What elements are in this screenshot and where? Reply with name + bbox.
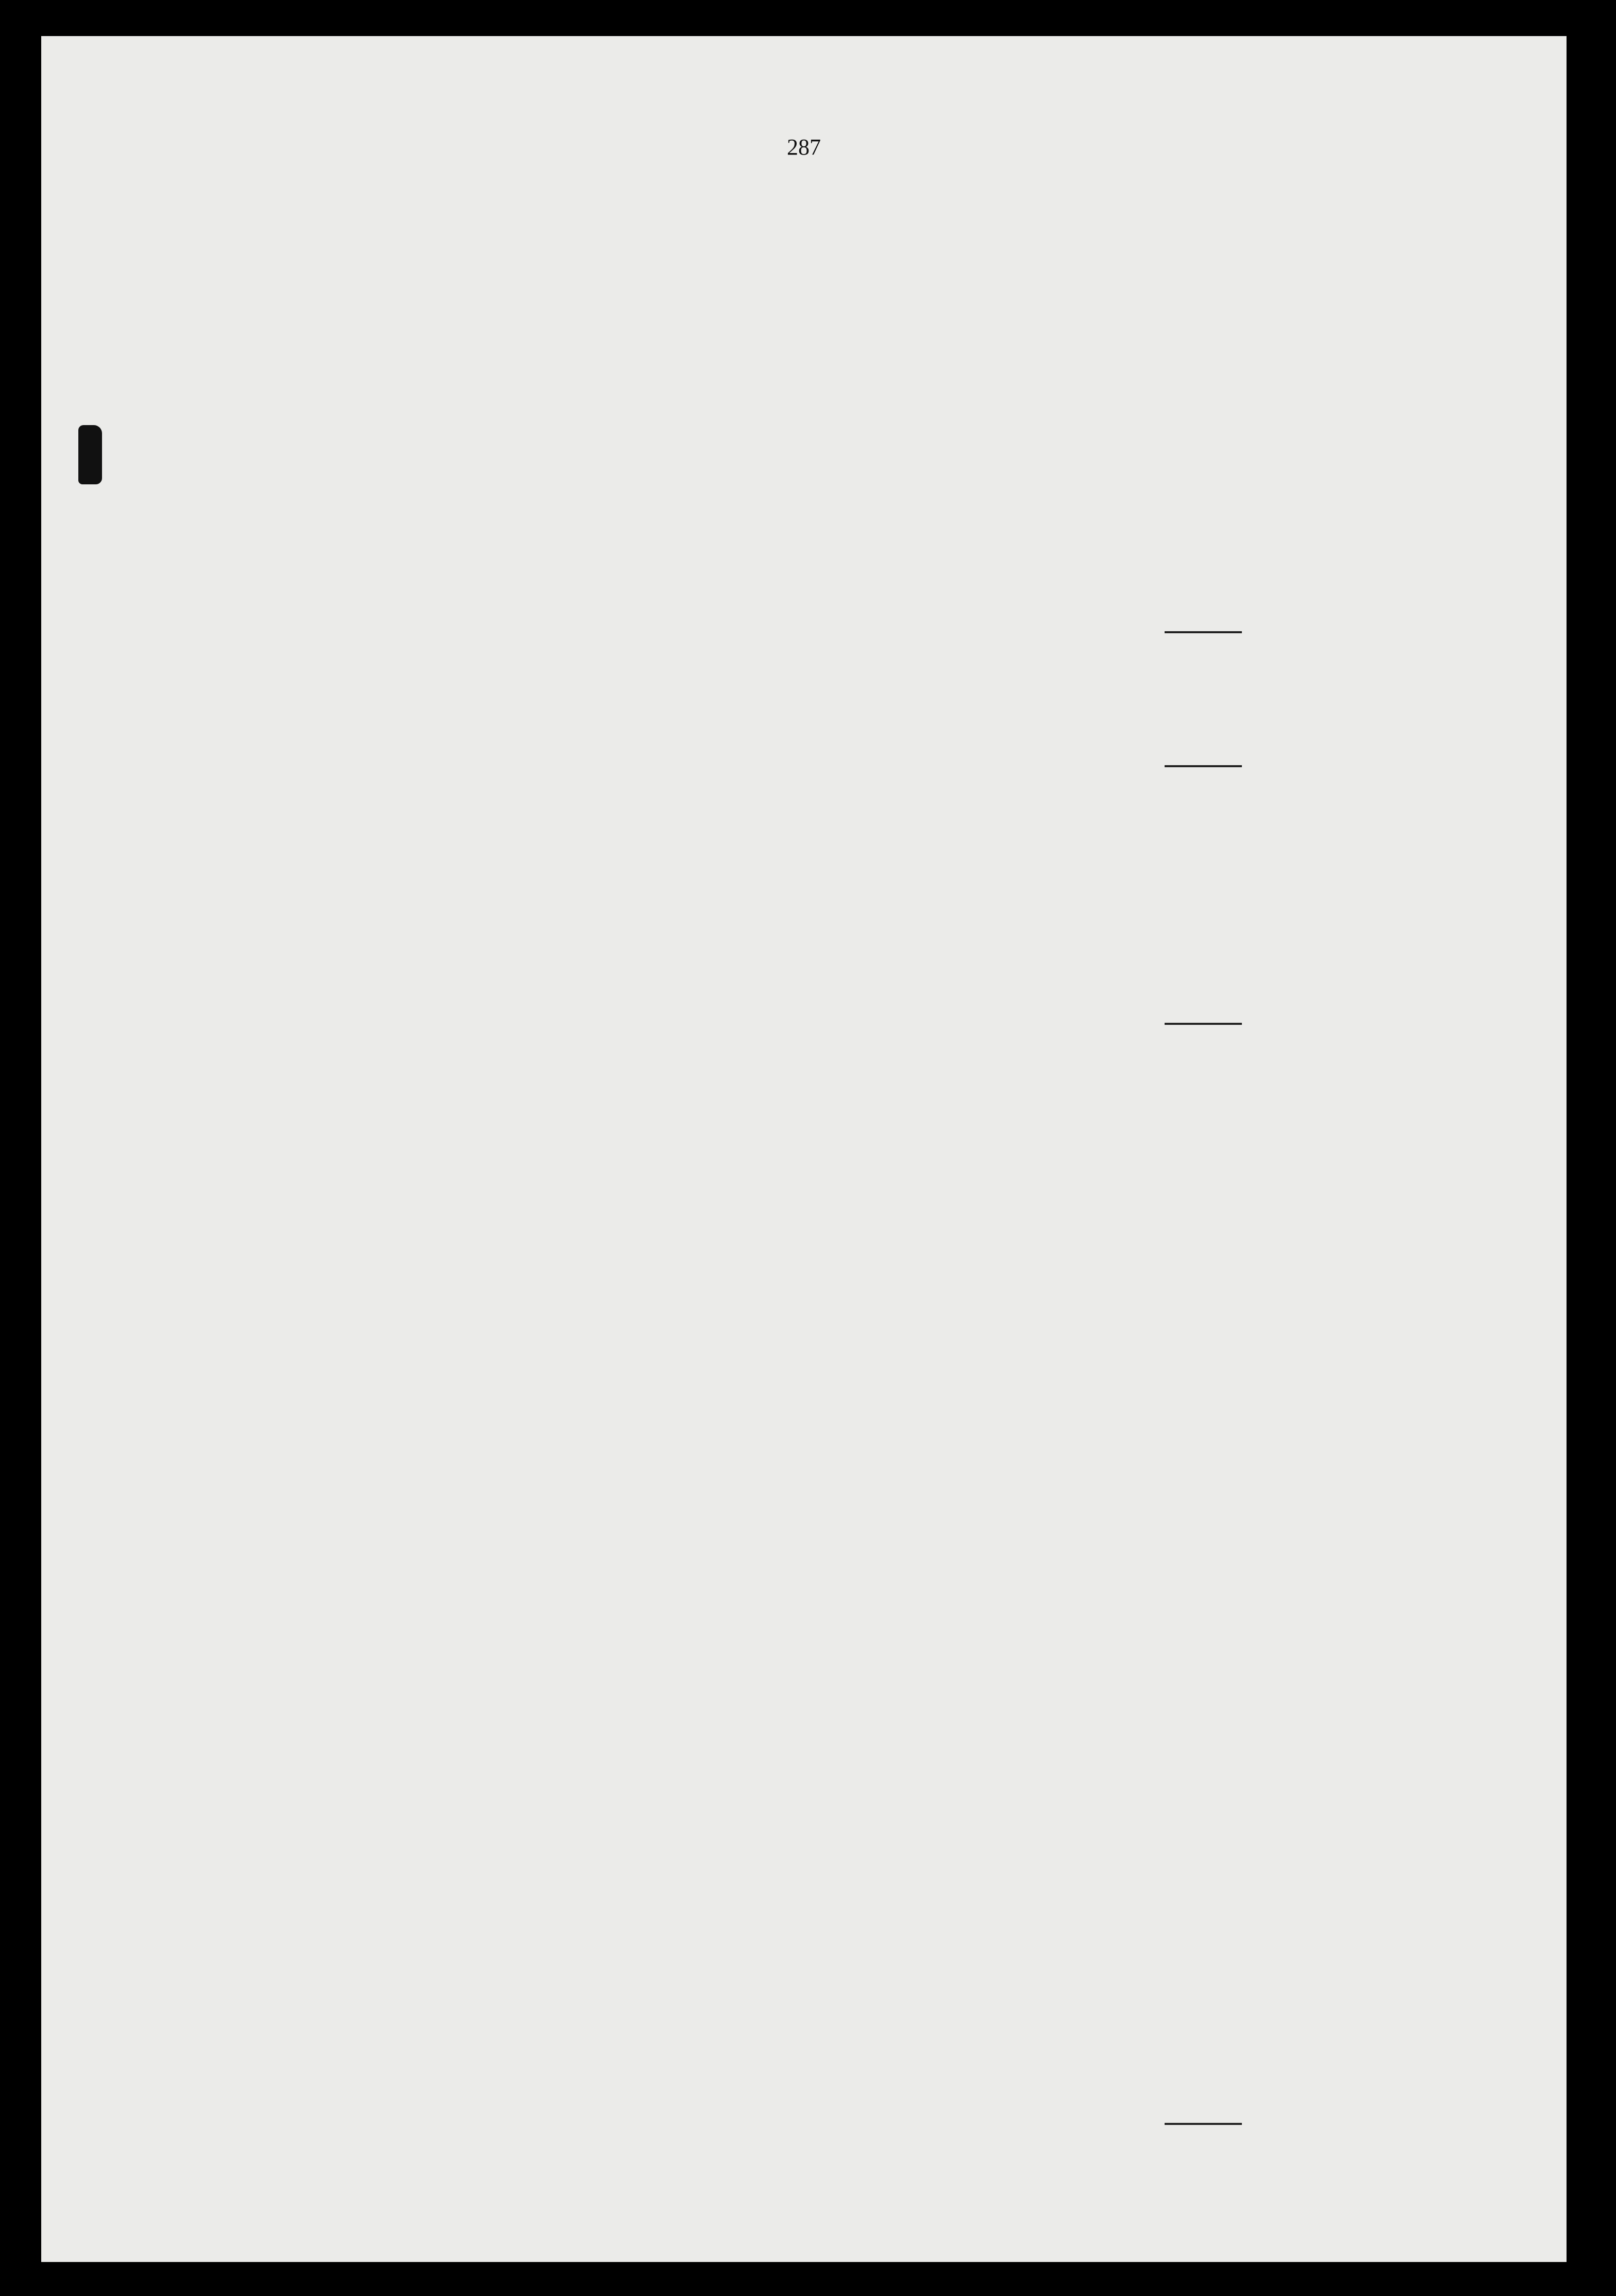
ledger-line: [41, 480, 1567, 504]
ledger-line: [41, 548, 1567, 573]
ledger-line: [41, 502, 1567, 527]
ledger-line: [41, 1293, 1567, 1318]
page-body: [41, 36, 1567, 2262]
ledger-line: [41, 1315, 1567, 1340]
ledger-line: [41, 1601, 1567, 1626]
ledger-line: [41, 227, 1567, 252]
ledger-line: [41, 1535, 1567, 1560]
ledger-line: [41, 1513, 1567, 1538]
ledger-line: [41, 457, 1567, 481]
ledger-line: [41, 1821, 1567, 1846]
ledger-line: [41, 1711, 1567, 1736]
ledger-line: [41, 713, 1567, 738]
ledger-line: [41, 1491, 1567, 1516]
ledger-line: [41, 1579, 1567, 1604]
ledger-line: [41, 1381, 1567, 1406]
page-number: 287: [787, 134, 821, 160]
ledger-line: [41, 1359, 1567, 1384]
ledger-line: [41, 250, 1567, 275]
section-total-line: [41, 623, 1567, 648]
ledger-line: [41, 1689, 1567, 1714]
ledger-line: [41, 411, 1567, 435]
commissioners-line: [41, 1159, 1567, 1184]
ledger-line: [41, 1755, 1567, 1780]
ledger-line: [41, 970, 1567, 994]
ledger-line: [41, 1271, 1567, 1296]
ledger-line: [41, 1205, 1567, 1230]
ledger-line: [41, 1447, 1567, 1472]
ledger-line: [41, 1645, 1567, 1670]
ledger-line: [41, 1557, 1567, 1582]
ledger-line: [41, 319, 1567, 344]
ledger-line: [41, 1909, 1567, 1934]
ledger-line: [41, 1337, 1567, 1362]
ledger-line: [41, 1887, 1567, 1912]
ledger-line: [41, 1777, 1567, 1802]
ledger-line: [41, 365, 1567, 390]
ledger-line: [41, 1183, 1567, 1208]
ledger-line: [41, 1469, 1567, 1494]
commissioners-line: [41, 689, 1567, 714]
ledger-line: [41, 1249, 1567, 1274]
ledger-line: [41, 1425, 1567, 1450]
ledger-line: [41, 273, 1567, 298]
ledger-line: [41, 1843, 1567, 1868]
ledger-line: [41, 1227, 1567, 1252]
ledger-line: [41, 1403, 1567, 1428]
ledger-line: [41, 434, 1567, 459]
ledger-line: [41, 342, 1567, 367]
ledger-line: [41, 1667, 1567, 1692]
section-total-line: [41, 1014, 1567, 1038]
ledger-line: [41, 526, 1567, 550]
ledger-line: [41, 388, 1567, 413]
section-total-line: [41, 755, 1567, 780]
ledger-line: [41, 296, 1567, 321]
ledger-line: [41, 181, 1567, 206]
ledger-line: [41, 1733, 1567, 1758]
ledger-line: [41, 1799, 1567, 1824]
document-page: [41, 36, 1567, 2262]
ledger-line: [41, 1865, 1567, 1890]
commissioners-line: [41, 824, 1567, 849]
ledger-line: [41, 848, 1567, 872]
ledger-line: [41, 205, 1567, 229]
commissioners-line: [41, 926, 1567, 951]
section-total-line: [41, 2114, 1567, 2138]
ledger-line: [41, 1623, 1567, 1648]
